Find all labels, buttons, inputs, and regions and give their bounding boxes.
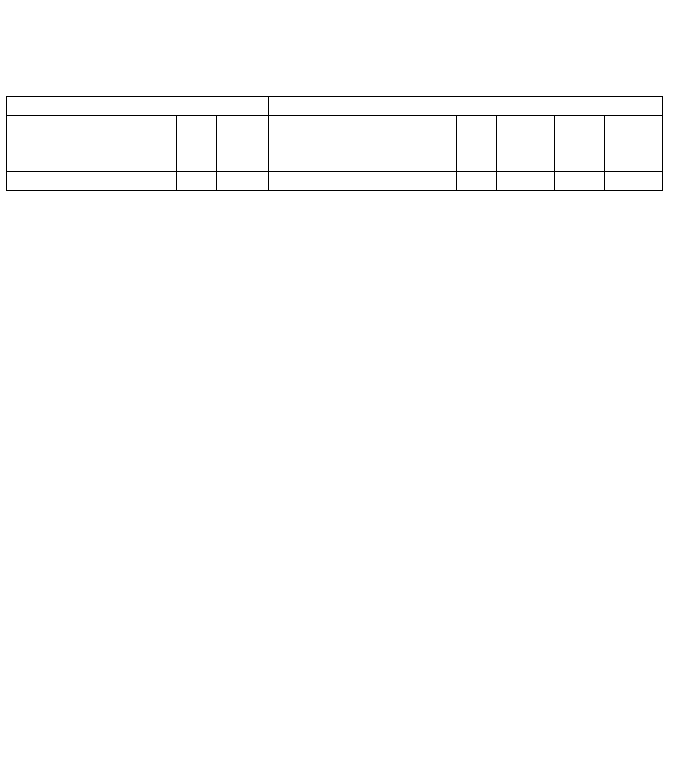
expense-item-header: [269, 116, 457, 172]
column-number-3: [555, 172, 605, 191]
column-number-4: [605, 172, 663, 191]
income-item-header: [7, 116, 177, 172]
public-budget-header: [555, 116, 605, 172]
column-number-1: [217, 172, 269, 191]
expense-column-label-blank: [457, 172, 497, 191]
expense-row-no-header: [457, 116, 497, 172]
income-header: [7, 97, 269, 116]
subtotal-header: [497, 116, 555, 172]
budget-table: [6, 96, 663, 191]
row-no-header: [177, 116, 217, 172]
expense-header: [269, 97, 663, 116]
column-label-blank: [177, 172, 217, 191]
amount-header: [217, 116, 269, 172]
gov-fund-header: [605, 116, 663, 172]
column-label: [7, 172, 177, 191]
expense-column-label: [269, 172, 457, 191]
column-number-2: [497, 172, 555, 191]
